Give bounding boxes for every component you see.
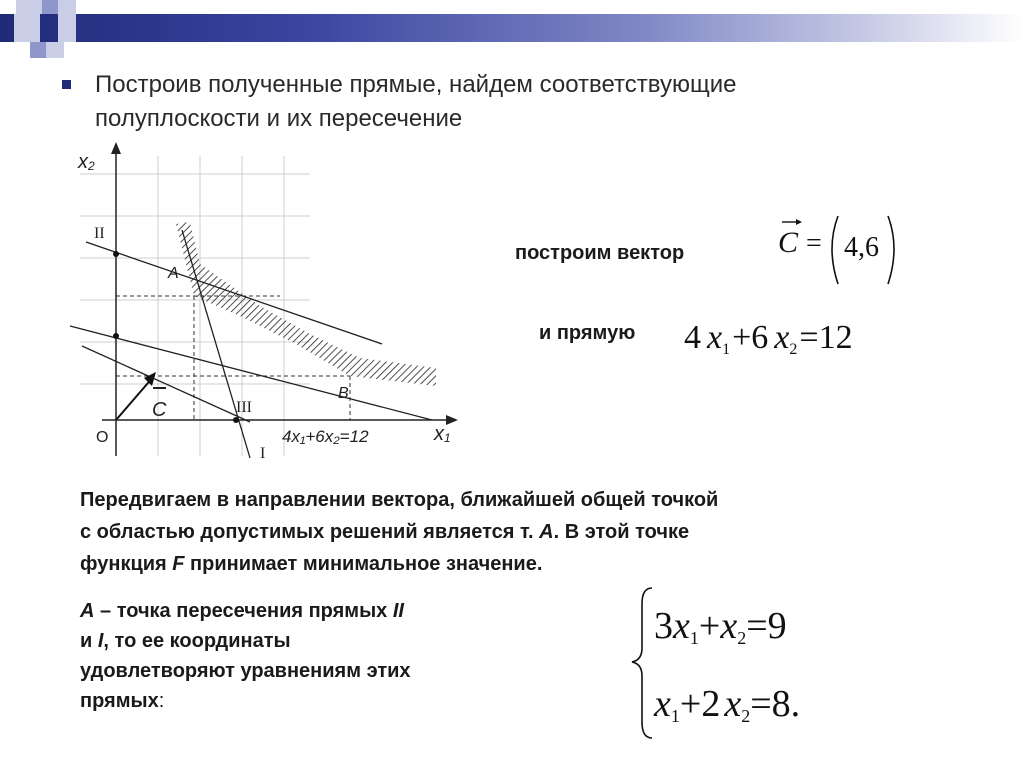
paragraph-line: А – точка пересечения прямых II (80, 600, 404, 622)
origin-label: O (96, 429, 109, 446)
line-label: и прямую (539, 322, 636, 344)
point-ii-intercept (113, 251, 119, 257)
line-i (182, 230, 250, 458)
point-i-intercept (233, 417, 239, 423)
vector-formula-svg (772, 210, 902, 290)
graph-figure (60, 136, 480, 481)
feasible-region-hatch (176, 222, 436, 386)
vector-label: построим вектор (515, 242, 685, 264)
x1-axis-arrow-icon (446, 415, 458, 425)
line-ii (86, 242, 382, 344)
point-a-label: A (168, 265, 179, 282)
line-ii-label: II (94, 225, 105, 242)
paragraph-line: удовлетворяют уравнениям этих (80, 660, 411, 682)
header-gradient-bar (0, 14, 1024, 42)
equation-2: x1+2 x2=8. (654, 683, 801, 726)
svg-text:4x1+6x2=12: 4 x1+6 x2=12 (684, 319, 853, 358)
svg-text:C: C (778, 226, 799, 259)
decorative-square (30, 42, 46, 58)
heading-line-1: Построив полученные прямые, найдем соответствующие (95, 71, 737, 98)
paragraph-line: Передвигаем в направлении вектора, ближайшей общей точкой (80, 489, 719, 511)
decorative-square (16, 0, 42, 14)
equation-system-svg (630, 584, 870, 744)
axis-x1-label: x1 (434, 423, 451, 445)
decorative-square (46, 42, 64, 58)
decorative-square (58, 0, 76, 14)
svg-text:4,6: 4,6 (844, 232, 879, 263)
x2-axis-arrow-icon (111, 142, 121, 154)
equation-system (630, 584, 870, 749)
decorative-square (42, 0, 58, 14)
line-iii-label: III (236, 399, 252, 416)
equation-1: 3x1+x2=9 (654, 605, 787, 648)
point-iii-intercept (113, 333, 119, 339)
heading-line-2: полуплоскости и их пересечение (95, 105, 463, 132)
objective-formula-svg (684, 308, 914, 368)
objective-formula (684, 308, 914, 373)
system-brace (632, 588, 652, 738)
line-i-label: I (260, 445, 266, 462)
vector-c-label: C (152, 399, 167, 421)
svg-text:=: = (806, 228, 822, 259)
decorative-square (58, 14, 76, 42)
graph-svg (60, 136, 480, 476)
explanation-paragraph (80, 484, 930, 580)
axis-x2-label: x2 (78, 151, 95, 173)
decorative-square (14, 14, 40, 42)
intersection-paragraph (80, 596, 520, 716)
objective-line-label: 4x₁+6x₂=12 (282, 427, 369, 446)
vector-formula (772, 210, 902, 295)
paragraph-line: с областью допустимых решений является т. А. В этой точке (80, 521, 690, 543)
slide-heading (95, 68, 895, 136)
vector-c-arrow (116, 376, 154, 420)
paragraph-line: прямых: (80, 690, 165, 712)
paragraph-line: функция F принимает минимальное значение. (80, 553, 543, 575)
point-b-label: B (338, 385, 349, 402)
grid-lines (80, 156, 310, 456)
bullet-icon (62, 80, 71, 89)
paragraph-line: и I, то ее координаты (80, 630, 291, 652)
